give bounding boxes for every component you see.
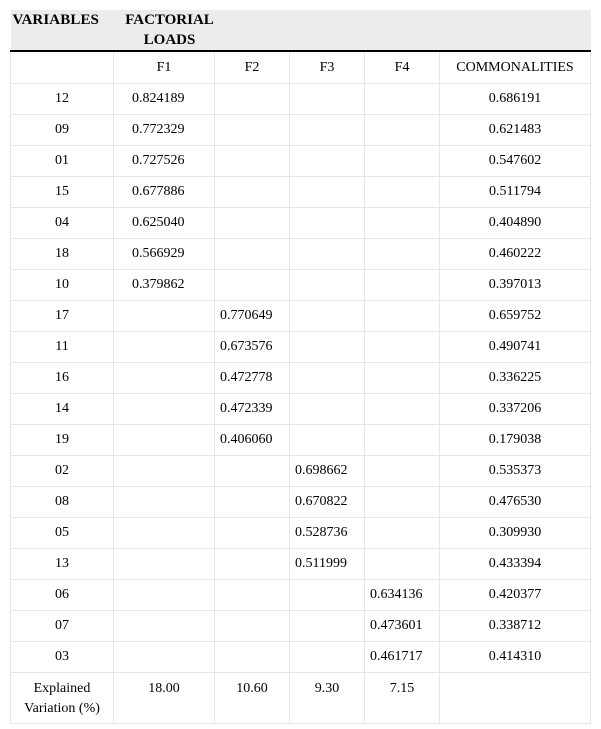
cell-f4 — [365, 115, 440, 146]
cell-variable: 04 — [11, 208, 114, 239]
table-row — [11, 301, 591, 332]
cell-f2 — [215, 518, 290, 549]
cell-f1: 0.772329 — [114, 115, 215, 146]
cell-f3 — [290, 115, 365, 146]
cell-variable: 07 — [11, 611, 114, 642]
explained-variation-row — [11, 673, 591, 724]
cell-f1 — [114, 425, 215, 456]
cell-f1: 0.677886 — [114, 177, 215, 208]
cell-f1 — [114, 456, 215, 487]
cell-variable: 12 — [11, 84, 114, 115]
cell-commonality: 0.511794 — [440, 177, 591, 208]
cell-commonality: 0.404890 — [440, 208, 591, 239]
column-header-blank — [11, 51, 114, 84]
cell-commonality: 0.179038 — [440, 425, 591, 456]
cell-f2 — [215, 146, 290, 177]
cell-f1 — [114, 580, 215, 611]
cell-variable: 05 — [11, 518, 114, 549]
column-header-commonalities: COMMONALITIES — [440, 51, 591, 84]
cell-commonality: 0.460222 — [440, 239, 591, 270]
cell-f2 — [215, 611, 290, 642]
table-row — [11, 518, 591, 549]
cell-commonality: 0.621483 — [440, 115, 591, 146]
cell-f1 — [114, 332, 215, 363]
explained-variation-f1: 18.00 — [114, 673, 215, 724]
cell-f3 — [290, 363, 365, 394]
table-row — [11, 611, 591, 642]
factor-loadings-table — [10, 10, 591, 724]
cell-commonality: 0.476530 — [440, 487, 591, 518]
cell-f1 — [114, 487, 215, 518]
cell-f2 — [215, 487, 290, 518]
cell-f4: 0.461717 — [365, 642, 440, 673]
cell-f4 — [365, 518, 440, 549]
cell-commonality: 0.397013 — [440, 270, 591, 301]
cell-f3: 0.528736 — [290, 518, 365, 549]
table-row — [11, 84, 591, 115]
cell-variable: 17 — [11, 301, 114, 332]
cell-variable: 03 — [11, 642, 114, 673]
cell-variable: 14 — [11, 394, 114, 425]
table-row — [11, 642, 591, 673]
cell-f3 — [290, 611, 365, 642]
cell-f4: 0.634136 — [365, 580, 440, 611]
cell-f1 — [114, 642, 215, 673]
table-row — [11, 270, 591, 301]
cell-f2 — [215, 642, 290, 673]
cell-commonality: 0.547602 — [440, 146, 591, 177]
cell-f2: 0.673576 — [215, 332, 290, 363]
column-header-f2: F2 — [215, 51, 290, 84]
cell-f3 — [290, 425, 365, 456]
table-row — [11, 456, 591, 487]
cell-f1: 0.379862 — [114, 270, 215, 301]
cell-f3 — [290, 642, 365, 673]
cell-f2: 0.472778 — [215, 363, 290, 394]
cell-commonality: 0.338712 — [440, 611, 591, 642]
table-row — [11, 146, 591, 177]
table-row — [11, 487, 591, 518]
cell-f4 — [365, 208, 440, 239]
cell-commonality: 0.659752 — [440, 301, 591, 332]
cell-f3 — [290, 239, 365, 270]
cell-variable: 01 — [11, 146, 114, 177]
cell-f1 — [114, 518, 215, 549]
table-row — [11, 239, 591, 270]
cell-f3 — [290, 332, 365, 363]
table-row — [11, 580, 591, 611]
cell-f4 — [365, 487, 440, 518]
cell-variable: 10 — [11, 270, 114, 301]
explained-variation-f3: 9.30 — [290, 673, 365, 724]
cell-variable: 06 — [11, 580, 114, 611]
cell-commonality: 0.414310 — [440, 642, 591, 673]
column-header-row — [11, 51, 591, 84]
cell-f4 — [365, 456, 440, 487]
table-body — [11, 51, 591, 724]
table-row — [11, 394, 591, 425]
cell-commonality: 0.490741 — [440, 332, 591, 363]
cell-f3 — [290, 208, 365, 239]
cell-f1 — [114, 549, 215, 580]
cell-f4 — [365, 301, 440, 332]
cell-variable: 09 — [11, 115, 114, 146]
table-row — [11, 208, 591, 239]
cell-f1 — [114, 301, 215, 332]
explained-variation-f4: 7.15 — [365, 673, 440, 724]
cell-variable: 18 — [11, 239, 114, 270]
cell-f2 — [215, 270, 290, 301]
cell-f1 — [114, 363, 215, 394]
table-row — [11, 549, 591, 580]
explained-variation-f2: 10.60 — [215, 673, 290, 724]
cell-f2: 0.406060 — [215, 425, 290, 456]
cell-f4 — [365, 394, 440, 425]
cell-f1 — [114, 611, 215, 642]
cell-commonality: 0.337206 — [440, 394, 591, 425]
cell-f2 — [215, 580, 290, 611]
cell-variable: 19 — [11, 425, 114, 456]
cell-f4 — [365, 239, 440, 270]
cell-variable: 08 — [11, 487, 114, 518]
cell-f4 — [365, 146, 440, 177]
cell-f4 — [365, 425, 440, 456]
cell-commonality: 0.686191 — [440, 84, 591, 115]
cell-variable: 11 — [11, 332, 114, 363]
table-row — [11, 332, 591, 363]
cell-f4 — [365, 177, 440, 208]
variables-header: VARIABLES — [12, 12, 99, 28]
cell-f2 — [215, 177, 290, 208]
table-title-cell — [11, 10, 591, 51]
cell-f4 — [365, 270, 440, 301]
cell-f3: 0.670822 — [290, 487, 365, 518]
cell-f2: 0.472339 — [215, 394, 290, 425]
table-row — [11, 363, 591, 394]
cell-f4 — [365, 363, 440, 394]
cell-f1: 0.824189 — [114, 84, 215, 115]
cell-f3 — [290, 146, 365, 177]
cell-f3 — [290, 580, 365, 611]
cell-commonality: 0.535373 — [440, 456, 591, 487]
cell-f4 — [365, 332, 440, 363]
table-row — [11, 177, 591, 208]
column-header-f4: F4 — [365, 51, 440, 84]
cell-f3 — [290, 270, 365, 301]
cell-f2: 0.770649 — [215, 301, 290, 332]
cell-f2 — [215, 456, 290, 487]
cell-f2 — [215, 84, 290, 115]
cell-commonality: 0.336225 — [440, 363, 591, 394]
table-row — [11, 115, 591, 146]
cell-variable: 13 — [11, 549, 114, 580]
cell-f2 — [215, 115, 290, 146]
cell-variable: 16 — [11, 363, 114, 394]
cell-f1: 0.727526 — [114, 146, 215, 177]
cell-f2 — [215, 239, 290, 270]
cell-f4: 0.473601 — [365, 611, 440, 642]
explained-variation-commonality — [440, 673, 591, 724]
cell-f4 — [365, 549, 440, 580]
cell-f2 — [215, 549, 290, 580]
factorial-loads-header: FACTORIAL LOADS — [125, 12, 214, 48]
cell-commonality: 0.420377 — [440, 580, 591, 611]
cell-f3 — [290, 301, 365, 332]
cell-variable: 15 — [11, 177, 114, 208]
table-row — [11, 425, 591, 456]
column-header-f1: F1 — [114, 51, 215, 84]
cell-f1 — [114, 394, 215, 425]
cell-commonality: 0.433394 — [440, 549, 591, 580]
cell-f4 — [365, 84, 440, 115]
column-header-f3: F3 — [290, 51, 365, 84]
cell-f3 — [290, 84, 365, 115]
cell-f2 — [215, 208, 290, 239]
cell-f3 — [290, 177, 365, 208]
cell-f3: 0.698662 — [290, 456, 365, 487]
cell-f1: 0.625040 — [114, 208, 215, 239]
explained-variation-label: Explained Variation (%) — [11, 673, 114, 724]
table-title-row — [11, 10, 591, 51]
cell-commonality: 0.309930 — [440, 518, 591, 549]
cell-f3 — [290, 394, 365, 425]
factor-loadings-table-wrapper — [10, 10, 590, 724]
cell-variable: 02 — [11, 456, 114, 487]
cell-f1: 0.566929 — [114, 239, 215, 270]
cell-f3: 0.511999 — [290, 549, 365, 580]
